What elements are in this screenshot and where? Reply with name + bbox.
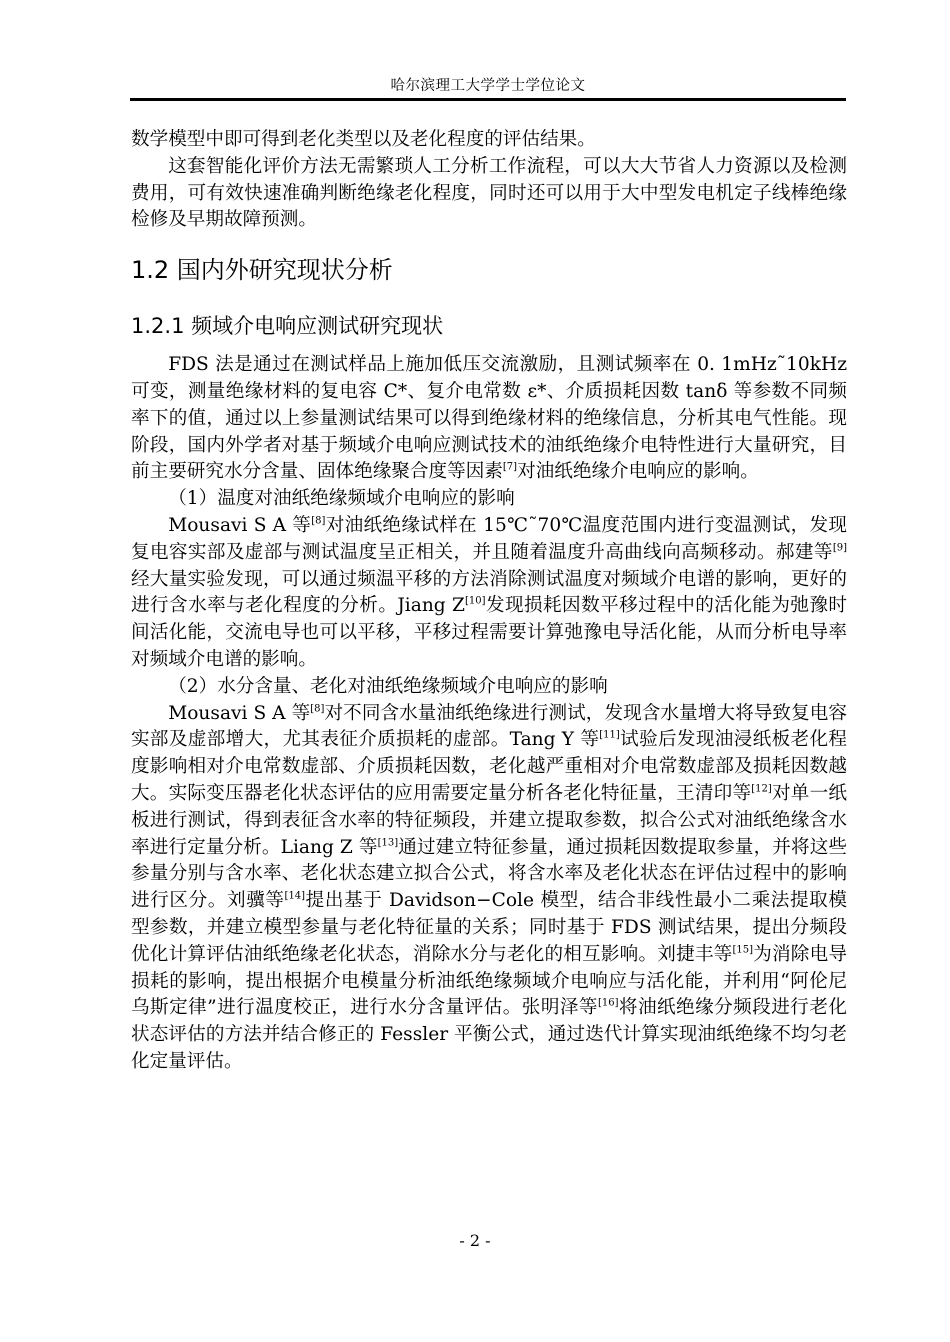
text-run: 经大量实验发现，可以通过频温平移的方法消除测试温度对频域介电谱的影响，更好的进行含水率与老化程度的分析。Jiang Z — [131, 568, 847, 617]
text-run: 为消除电导损耗的影响，提出根据介电模量分析油纸绝缘频域介电响应与活化能，并利用“阿伦尼乌斯定律”进行温度校正，进行水分含量评估。张明泽等 — [131, 943, 847, 1019]
paragraph-intelligent-method: 这套智能化评价方法无需繁琐人工分析工作流程，可以大大节省人力资源以及检测费用，可有效快速准确判断绝缘老化程度，同时还可以用于大中型发电机定子线棒绝缘检修及早期故障预测。 — [131, 155, 847, 231]
list-item-moisture-aging: （2）水分含量、老化对油纸绝缘频域介电响应的影响 — [168, 675, 608, 697]
text-run: Mousavi S A 等 — [168, 514, 312, 536]
citation-ref: [14] — [284, 890, 306, 902]
page-body — [131, 127, 847, 1076]
text-run: 通过建立特征参量，通过损耗因数提取参量，并将这些参量分别与含水率、老化状态建立拟合公式，将含水率及老化状态在评估过程中的影响进行区分。刘骥等 — [131, 836, 847, 912]
subsection-heading: 1.2.1 频域介电响应测试研究现状 — [131, 314, 444, 339]
citation-ref: [10] — [464, 595, 486, 607]
page-number: - 2 - — [459, 1231, 491, 1250]
text-run: 提出基于 Davidson−Cole 模型，结合非线性最小二乘法提取模型参数，并建立模型参量与老化特征量的关系；同时基于 FDS 测试结果，提出分频段优化计算评估油纸绝缘老化状态，消除水分与老化的相互影响。刘捷丰等 — [131, 890, 847, 965]
citation-ref: [9] — [832, 542, 847, 554]
citation-ref: [16] — [597, 997, 619, 1009]
citation-ref: [11] — [599, 729, 620, 741]
paragraph-fds-intro — [131, 352, 847, 486]
citation-ref: [8] — [310, 703, 325, 715]
text-run: 将油纸绝缘分频段进行老化状态评估的方法并结合修正的 Fessler 平衡公式，通过迭代计算实现油纸绝缘不均匀老化定量评估。 — [131, 997, 847, 1072]
text-run: 对油纸绝缘介电响应的影响。 — [517, 461, 759, 483]
citation-ref: [12] — [751, 783, 772, 795]
text-run: 对不同含水量油纸绝缘进行测试，发现含水量增大将导致复电容实部及虚部增大，尤其表征介质损耗的虚部。Tang Y 等 — [131, 702, 847, 751]
text-run: Mousavi S A 等 — [168, 702, 311, 724]
text-run: 对油纸绝缘试样在 15℃˜70℃温度范围内进行变温测试，发现复电容实部及虚部与测试温度呈正相关，并且随着温度升高曲线向高频移动。郝建等 — [131, 514, 847, 563]
header-rule — [130, 98, 846, 101]
paragraph-moisture-aging — [131, 701, 847, 1076]
citation-ref: [8] — [311, 515, 326, 527]
section-heading: 1.2 国内外研究现状分析 — [131, 256, 393, 285]
running-header: 哈尔滨理工大学学士学位论文 — [390, 78, 586, 94]
citation-ref: [7] — [502, 461, 518, 473]
paragraph-temperature — [131, 513, 847, 674]
text-run: 对单一纸板进行测试，得到表征含水率的特征频段，并建立提取参数，拟合公式对油纸绝缘含水率进行定量分析。Liang Z 等 — [131, 782, 847, 858]
citation-ref: [15] — [732, 944, 753, 956]
text-run: FDS 法是通过在测试样品上施加低压交流激励，且测试频率在 0. 1mHz˜10kHz 可变，测量绝缘材料的复电容 C*、复介电常数 ε*、介质损耗因数 tanδ 等参数不同频率下的值，通过以上参量测试结果可以得到绝缘材料的绝缘信息，分析其电气性能。现阶段，国内外学者对基于频域介电响应测试技术的油纸绝缘介电特性进行大量研究，目前主要研究水分含量、固体绝缘聚合度等因素 — [131, 354, 847, 483]
paragraph-continuation: 数学模型中即可得到老化类型以及老化程度的评估结果。 — [131, 129, 596, 150]
list-item-temperature: （1）温度对油纸绝缘频域介电响应的影响 — [168, 488, 515, 510]
citation-ref: [13] — [377, 837, 399, 849]
text-run: 发现损耗因数平移过程中的活化能为弛豫时间活化能，交流电导也可以平移，平移过程需要计算弛豫电导活化能，从而分析电导率对频域介电谱的影响。 — [131, 595, 847, 670]
text-run: 试验后发现油浸纸板老化程度影响相对介电常数虚部、介质损耗因数，老化越严重相对介电常数虚部及损耗因数越大。实际变压器老化状态评估的应用需要定量分析各老化特征量，王清印等 — [131, 729, 847, 804]
